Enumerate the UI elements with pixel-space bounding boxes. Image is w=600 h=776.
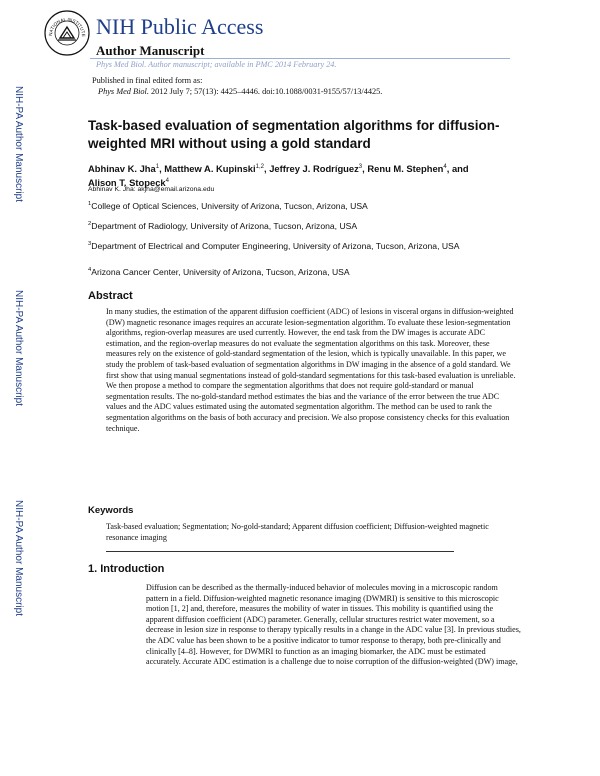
affiliation-text: College of Optical Sciences, University of Arizona, Tucson, Arizona, USA [91,200,368,211]
introduction-heading: 1. Introduction [88,563,165,575]
affiliation-marker: 2 [88,221,92,227]
seal-text: NATIONAL INSTITUTE [47,16,87,37]
author-manuscript-label: Author Manuscript [96,43,205,58]
author-separator: , [263,163,270,175]
affiliation-marker: 4 [88,267,92,273]
side-label-nih-pa-2: NIH-PA Author Manuscript [13,290,24,406]
side-label-nih-pa-3: NIH-PA Author Manuscript [13,500,24,616]
nih-seal-logo [44,10,90,56]
author-affiliation-marker: 3 [358,164,363,170]
citation-journal: Phys Med Biol. [98,87,149,96]
affiliation [88,238,518,252]
author-affiliation-marker: 4 [443,164,447,170]
author-name: Jeffrey J. Rodríguez [269,163,359,175]
author-separator: , [159,163,165,175]
author-name: Renu M. Stephen [367,163,444,175]
affiliation [88,198,518,212]
affiliation-marker: 1 [88,201,92,207]
author-affiliation-marker: 1 [155,164,160,170]
side-label-nih-pa-1: NIH-PA Author Manuscript [13,86,24,202]
keywords-body: Task-based evaluation; Segmentation; No-gold-standard; Apparent diffusion coefficient; Diffusion-weighted magnetic resonance imaging [106,522,489,542]
affiliation-marker: 3 [88,241,92,247]
citation-details: 2012 July 7; 57(13): 4425–4446. doi:10.1088/0031-9155/57/13/4425. [148,87,383,96]
header-divider [90,58,510,59]
abstract-heading: Abstract [88,290,133,302]
author-affiliation-marker: 4 [165,178,169,185]
nih-public-access-title: NIH Public Access [96,14,264,39]
citation [98,87,382,96]
affiliation [88,218,518,232]
author-name: Alison T. Stopeck [88,177,166,189]
author-separator: , and [446,163,469,175]
affiliation-text: Department of Electrical and Computer Engineering, University of Arizona, Tucson, Arizona, USA [91,240,460,251]
svg-text:NATIONAL INSTITUTES OF HEALTH [44,10,86,37]
author-name: Matthew A. Kupinski [164,163,256,175]
keywords-divider [106,551,454,552]
published-in-label: Published in final edited form as: [92,76,203,85]
affiliation-text: Arizona Cancer Center, University of Arizona, Tucson, Arizona, USA [91,266,350,277]
abstract-body: In many studies, the estimation of the apparent diffusion coefficient (ADC) of lesions in visceral organs in diffusion-weighted (DW) magnetic resonance images requires an accurate lesion-segmentation algorithm. To evaluate these lesion-segmentation algorithms, region-overlap measures are used currently. However, the end task from the DW images is accurate ADC estimation, and the region-overlap measures do not evaluate the segmentation algorithms on this task. Moreover, these measures rely on the existence of gold-standard segmentation of the lesion, which is typically unavailable. In this paper, we study the problem of task-based evaluation of segmentation algorithms in DW imaging in the absence of a gold standard. We first show that using manual segmentations instead of gold-standard segmentations for this task-based evaluation is unreliable. We then propose a method to compare the segmentation algorithms that does not require gold-standard or manual segmentation results. The no-gold-standard method estimates the bias and the variance of the error between the true ADC values and the ADC values estimated using the automated segmentation algorithm. The method can be used to rank the segmentation algorithms on the basis of both accuracy and precision. We also propose consistency checks for this evaluation technique. [106,307,516,433]
author-name: Abhinav K. Jha [88,163,156,175]
author-separator: , [362,163,368,175]
introduction-body: Diffusion can be described as the thermally-induced behavior of molecules moving in a microscopic random pattern in a field. Diffusion-weighted magnetic resonance imaging (DWMRI) is sensitive to this microscopic motion [1, 2] and, therefore, measures the mobility of water in tissues. This mobility is quantified using the apparent diffusion coefficient (ADC) parameter. Generally, cellular structures restrict water movement, so a decrease in lesion size in response to therapy typically results in a change in the ADC value [3]. In previous studies, the ADC value has been shown to be a positive indicator to tumor response to therapy, both pre-clinically and clinically [4–8]. However, for DWMRI to function as an imaging biomarker, the ADC must be estimated accurately. Accurate ADC estimation is a challenge due to noise corruption of the diffusion-weighted (DW) image, [146,583,521,667]
corresponding-email: Abhinav K. Jha: akjha@email.arizona.edu [88,186,215,193]
article-title: Task-based evaluation of segmentation algorithms for diffusion-weighted MRI without using a gold standard [88,118,500,151]
journal-availability-line: Phys Med Biol. Author manuscript; available in PMC 2014 February 24. [96,60,337,69]
author-affiliation-marker: 1,2 [255,164,264,170]
author-list [88,161,528,189]
affiliation [88,264,518,278]
affiliation-text: Department of Radiology, University of Arizona, Tucson, Arizona, USA [91,220,358,231]
keywords-heading: Keywords [88,505,134,516]
